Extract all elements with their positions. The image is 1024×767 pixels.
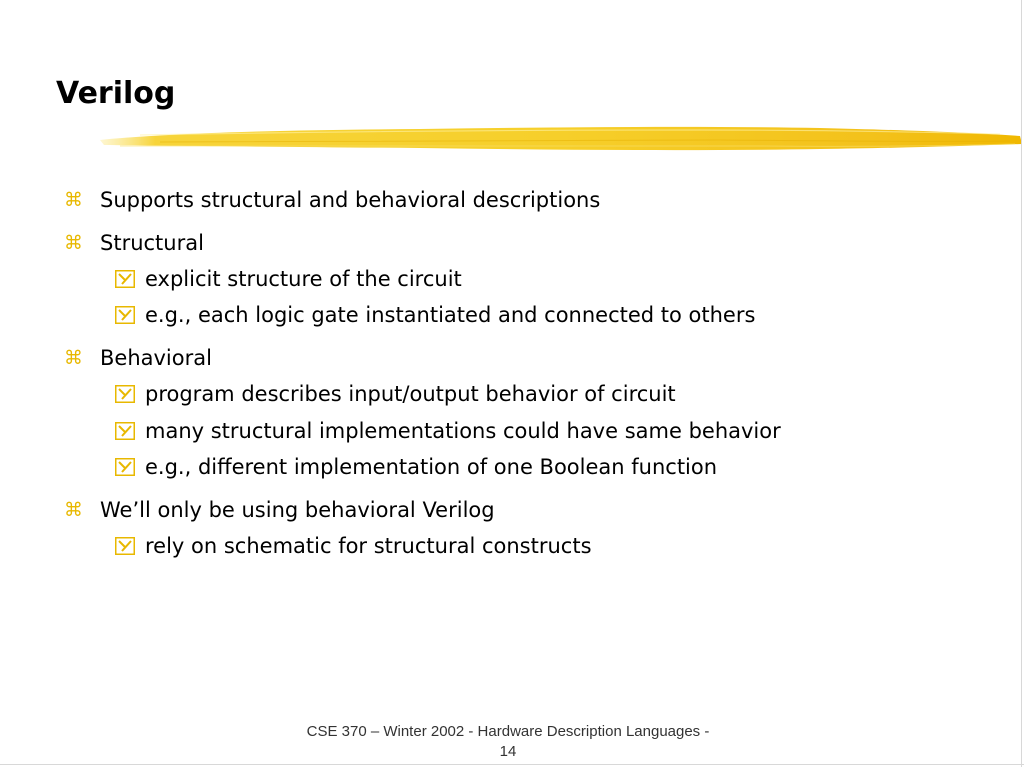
- command-key-icon: ⌘: [64, 347, 83, 369]
- sub-bullet-item: [145, 380, 676, 408]
- command-key-icon: ⌘: [64, 189, 83, 211]
- sub-bullet-item: [145, 265, 462, 293]
- checkbox-y-icon: [115, 532, 137, 560]
- right-edge-divider: [1021, 0, 1022, 767]
- sub-bullet-text: many structural implementations could have same behavior: [145, 419, 781, 443]
- bullet-item: [64, 229, 204, 257]
- bullet-text: Structural: [100, 231, 204, 255]
- bullet-text: Behavioral: [100, 346, 212, 370]
- sub-bullet-text: e.g., each logic gate instantiated and connected to others: [145, 303, 756, 327]
- title-underline-brush: [0, 118, 1024, 160]
- sub-bullet-text: program describes input/output behavior of circuit: [145, 382, 676, 406]
- checkbox-y-icon: [115, 453, 137, 481]
- footer-line: CSE 370 – Winter 2002 - Hardware Description Languages -: [306, 723, 710, 740]
- sub-bullet-item: [145, 532, 592, 560]
- bullet-text: Supports structural and behavioral descriptions: [100, 188, 601, 212]
- checkbox-y-icon: [115, 380, 137, 408]
- sub-bullet-item: [145, 417, 781, 445]
- checkbox-y-icon: [115, 301, 137, 329]
- slide-title: Verilog: [56, 76, 176, 111]
- bullet-item: [64, 186, 601, 214]
- checkbox-y-icon: [115, 265, 137, 293]
- command-key-icon: ⌘: [64, 232, 83, 254]
- footer-divider: [0, 764, 1024, 765]
- bullet-item: [64, 496, 495, 524]
- sub-bullet-item: [145, 453, 717, 481]
- command-key-icon: ⌘: [64, 499, 83, 521]
- sub-bullet-text: explicit structure of the circuit: [145, 267, 462, 291]
- sub-bullet-text: rely on schematic for structural constructs: [145, 534, 592, 558]
- footer-page-number: 14: [499, 743, 517, 760]
- sub-bullet-item: [145, 301, 755, 329]
- bullet-item: [64, 344, 212, 372]
- slide-footer: [240, 722, 776, 762]
- sub-bullet-text: e.g., different implementation of one Boolean function: [145, 455, 718, 479]
- bullet-text: We’ll only be using behavioral Verilog: [100, 498, 495, 522]
- checkbox-y-icon: [115, 417, 137, 445]
